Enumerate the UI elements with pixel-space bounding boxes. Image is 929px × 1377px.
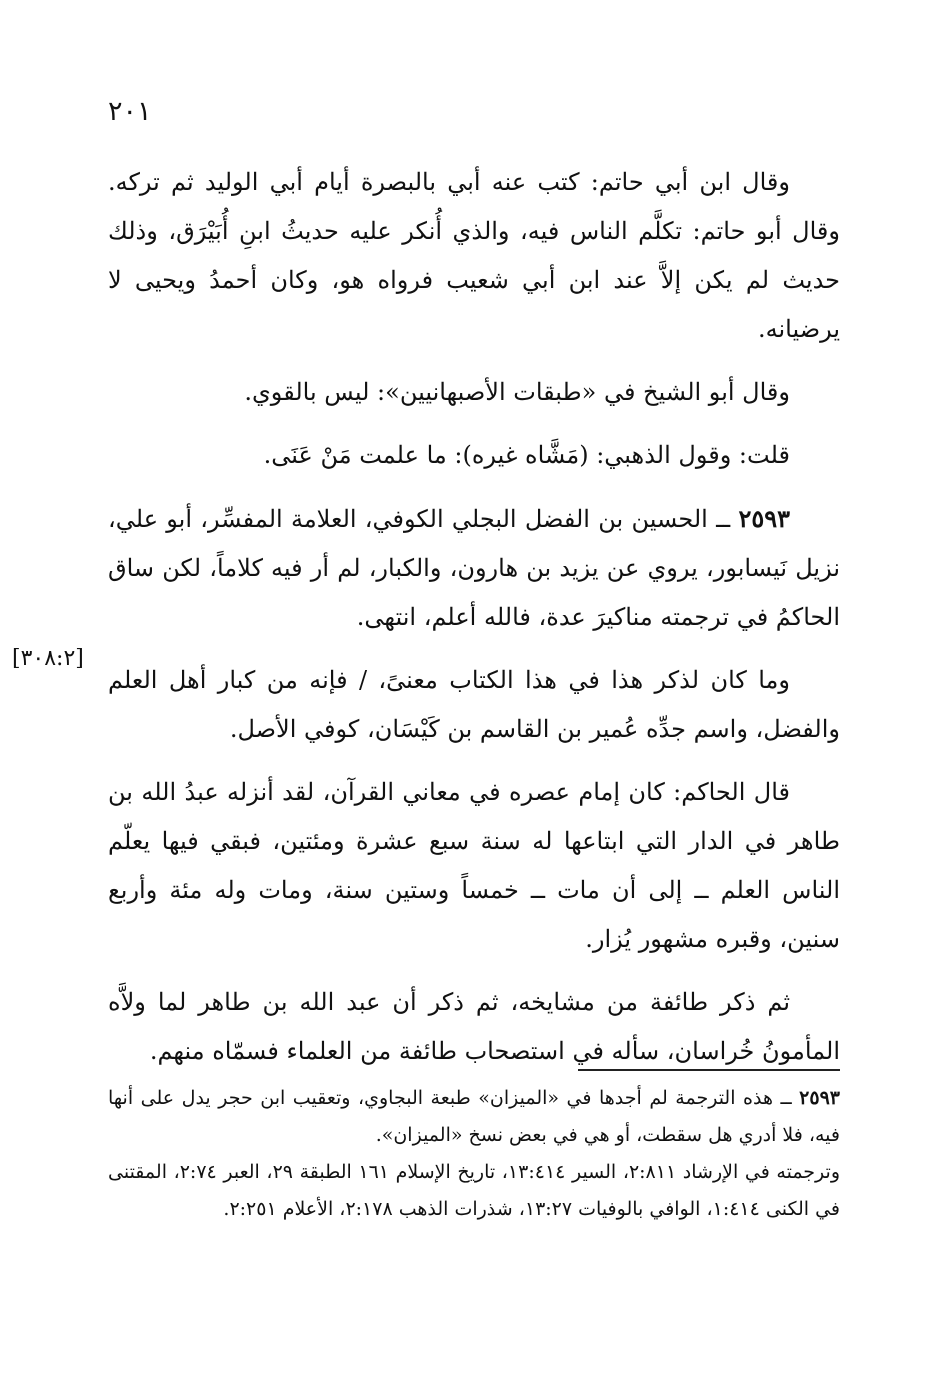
paragraph-abu-al-shaykh [108,368,840,417]
main-text [108,158,840,1090]
footnotes [108,1080,840,1228]
paragraph-qala-al-hakim [108,768,840,964]
paragraph-qultu [108,431,840,480]
paragraph-text: وقال أبو الشيخ في «طبقات الأصبهانيين»: ليس بالقوي. [244,378,790,406]
paragraph-wa-ma-kana [108,656,840,754]
footnote-number: ٢٥٩٣ [799,1087,840,1109]
paragraph-text: وما كان لذكر هذا في هذا الكتاب معنىً، / فإنه من كبار أهل العلم والفضل، واسم جدِّه عُمير بن القاسم بن كَيْسَان، كوفي الأصل. [108,666,840,743]
paragraph-ibn-abi-hatim [108,158,840,354]
paragraph-text: قال الحاكم: كان إمام عصره في معاني القرآن، لقد أنزله عبدُ الله بن طاهر في الدار التي ابتاعها له سنة سبع عشرة ومئتين، فبقي فيها يعلّم الناس العلم ــ إلى أن مات ــ خمساً وستين سنة، ومات وله مئة وأربع سنين، وقبره مشهور يُزار. [108,778,840,953]
paragraph-thumma-dhakara [108,978,840,1076]
paragraph-text: ــ الحسين بن الفضل البجلي الكوفي، العلامة المفسِّر، أبو علي، نزيل نَيسابور، يروي عن يزيد بن هارون، والكبار، لم أر فيه كلاماً، لكن ساق الحاكمُ في ترجمته مناكيرَ عدة، فالله أعلم، انتهى. [108,505,840,631]
paragraph-text: قلت: وقول الذهبي: (مَشَّاه غيره): ما علمت مَنْ عَنَى. [263,441,790,469]
footnote-item [108,1080,840,1154]
margin-page-reference: [٣٠٨:٢] [12,646,84,671]
page-number: ٢٠١ [108,96,152,127]
footnote-text: وترجمته في الإرشاد ٢:٨١١، السير ١٣:٤١٤، تاريخ الإسلام ١٦١ الطبقة ٢٩، العبر ٢:٧٤، المقتنى في الكنى ١:٤١٤، الوافي بالوفيات ١٣:٢٧، شذرات الذهب ٢:١٧٨، الأعلام ٢:٢٥١. [108,1161,840,1220]
paragraph-entry-2593 [108,494,840,642]
paragraph-text: ثم ذكر طائفة من مشايخه، ثم ذكر أن عبد الله بن طاهر لما ولاَّه المأمونُ خُراسان، سأله في استصحاب طائفة من العلماء فسمّاه منهم. [108,988,840,1065]
paragraph-text: وقال ابن أبي حاتم: كتب عنه أبي بالبصرة أيام أبي الوليد ثم تركه. وقال أبو حاتم: تكلَّم الناس فيه، والذي أُنكر عليه حديثُ ابنِ أُبَيْرَق، وذلك حديث لم يكن إلاَّ عند ابن أبي شعيب فرواه هو، وكان أحمدُ ويحيى لا يرضيانه. [108,168,840,343]
entry-number: ٢٥٩٣ [738,504,790,533]
footnote-item [108,1154,840,1228]
footnote-separator [578,1069,840,1071]
footnote-text: ــ هذه الترجمة لم أجدها في «الميزان» طبعة البجاوي، وتعقيب ابن حجر يدل على أنها فيه، فلا أدري هل سقطت، أو هي في بعض نسخ «الميزان». [108,1087,840,1146]
